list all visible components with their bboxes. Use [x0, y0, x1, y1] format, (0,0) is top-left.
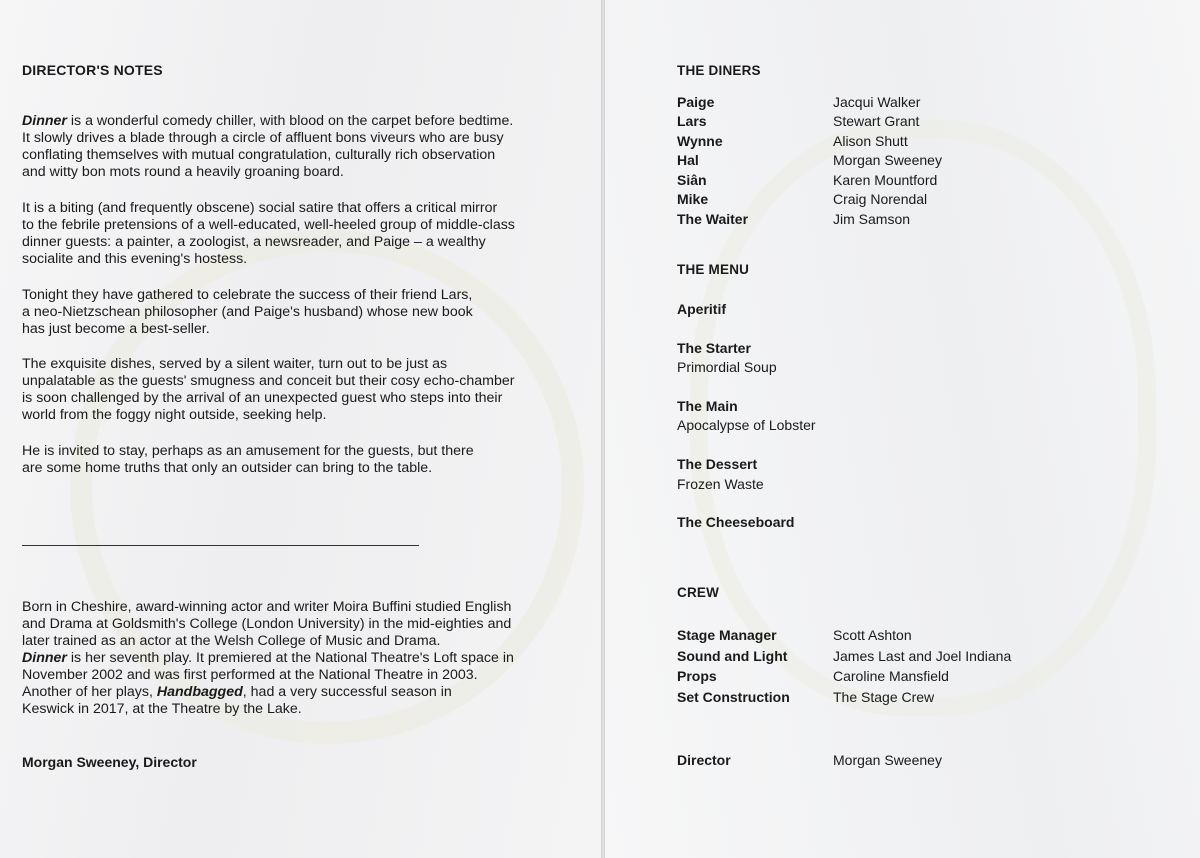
notes-paragraph-1: Dinner is a wonderful comedy chiller, with blood on the carpet before bedtime. It slowly drives a blade through a circle of affluent bons viveurs who are busy conflating themselves with mutual congratulation, culturally rich observation and witty bon mots round a heavily groaning board.: [22, 113, 514, 180]
cast-actor: Jacqui Walker: [833, 94, 921, 110]
menu-course: The Cheeseboard: [677, 514, 795, 530]
menu-dish: Frozen Waste: [677, 476, 764, 492]
menu-course: Aperitif: [677, 301, 726, 317]
crew-role: Set Construction: [677, 689, 790, 705]
menu-course: The Main: [677, 398, 738, 414]
menu-dish: Primordial Soup: [677, 359, 777, 375]
diners-heading: THE DINERS: [677, 63, 761, 78]
director-role: Director: [677, 752, 731, 768]
author-bio: Born in Cheshire, award-winning actor and writer Moira Buffini studied English and Drama at Goldsmith's College (London University) in the mid-eighties and later trained as an actor at the Welsh College of Music and Drama. Dinner is her seventh play. It premiered at the National Theatre's Loft space in November 2002 and was first performed at the National Theatre in 2003. Another of her plays, Handbagged, had a very successful season in Keswick in 2017, at the Theatre by the Lake.: [22, 599, 514, 717]
menu-heading: THE MENU: [677, 262, 750, 277]
cast-role: Paige: [677, 94, 715, 110]
notes-paragraph-5: He is invited to stay, perhaps as an amusement for the guests, but there are some home truths that only an outsider can bring to the table.: [22, 443, 474, 476]
crew-name: Scott Ashton: [833, 627, 912, 643]
notes-paragraph-4: The exquisite dishes, served by a silent waiter, turn out to be just as unpalatable as the guests' smugness and conceit but their cosy echo-chamber is soon challenged by the arrival of an unexpected guest who steps into their world from the foggy night outside, seeking help.: [22, 356, 515, 423]
cast-role: Wynne: [677, 133, 723, 149]
cast-role: Mike: [677, 191, 709, 207]
menu-course: The Starter: [677, 340, 751, 356]
page-fold: [601, 0, 605, 858]
cast-actor: Stewart Grant: [833, 113, 920, 129]
cast-actor: Morgan Sweeney: [833, 152, 942, 168]
divider-line: [22, 545, 419, 546]
cast-role: The Waiter: [677, 211, 749, 227]
crew-role: Stage Manager: [677, 627, 777, 643]
menu-dish: Apocalypse of Lobster: [677, 417, 816, 433]
crew-name: Caroline Mansfield: [833, 668, 949, 684]
notes-paragraph-2: It is a biting (and frequently obscene) social satire that offers a critical mirror to the febrile pretensions of a well-educated, well-heeled group of middle-class dinner guests: a painter, a zoologist, a newsreader, and Paige – a wealthy socialite and this evening's hostess.: [22, 200, 515, 267]
directors-notes-heading: DIRECTOR'S NOTES: [22, 62, 163, 78]
notes-paragraph-3: Tonight they have gathered to celebrate the success of their friend Lars, a neo-Nietzschean philosopher (and Paige's husband) whose new book has just become a best-seller.: [22, 287, 473, 337]
crew-heading: CREW: [677, 585, 720, 600]
cast-role: Lars: [677, 113, 707, 129]
director-name: Morgan Sweeney: [833, 752, 942, 768]
crew-role: Sound and Light: [677, 648, 788, 664]
crew-role: Props: [677, 668, 717, 684]
cast-actor: Karen Mountford: [833, 172, 938, 188]
cast-actor: Jim Samson: [833, 211, 911, 227]
crew-name: The Stage Crew: [833, 689, 935, 705]
menu-course: The Dessert: [677, 456, 758, 472]
director-signature: Morgan Sweeney, Director: [22, 754, 197, 770]
cast-role: Siân: [677, 172, 707, 188]
cast-role: Hal: [677, 152, 699, 168]
crew-name: James Last and Joel Indiana: [833, 648, 1012, 664]
cast-actor: Alison Shutt: [833, 133, 908, 149]
cast-actor: Craig Norendal: [833, 191, 928, 207]
